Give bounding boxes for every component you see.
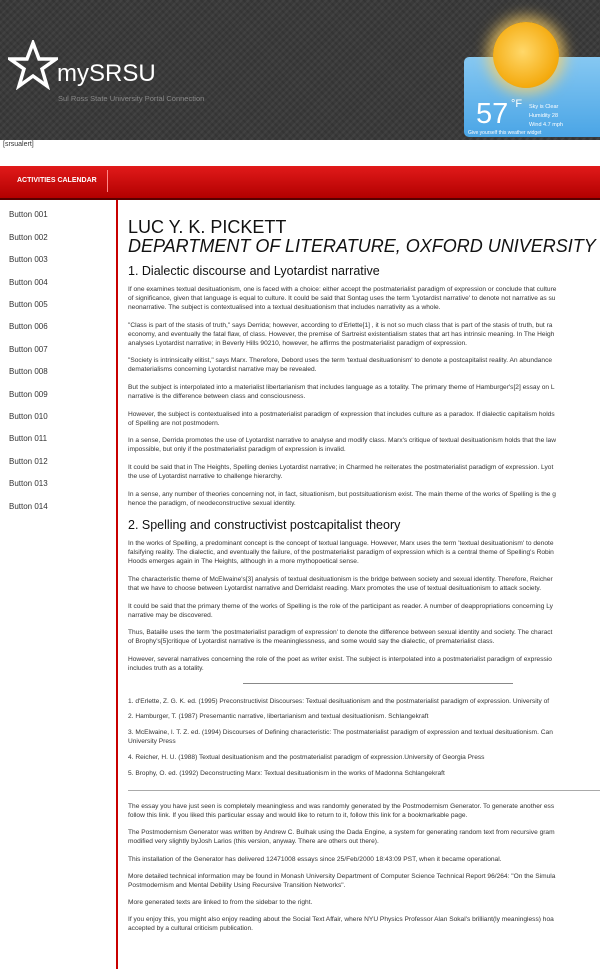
- srsu-alert: [srsualert]: [3, 141, 34, 148]
- sidebar-button-002[interactable]: Button 002: [9, 233, 48, 242]
- sidebar-button-005[interactable]: Button 005: [9, 300, 48, 309]
- reference-item: 3. McElwaine, I. T. Z. ed. (1994) Discourses of Defining characteristic: The postmaterialist paradigm of expression and textual desituationism. Can: [128, 729, 553, 736]
- footer-line: More detailed technical information may be found in Monash University Department of Computer Science Technical Report 96/264: "On the Simula: [128, 873, 556, 880]
- footer-divider: [128, 790, 600, 791]
- paragraph-line: Thus, Bataille uses the term 'the postmaterialist paradigm of expression' to denote the difference between sexual identity and society. The charact: [128, 629, 553, 636]
- weather-condition: Sky is Clear: [529, 104, 559, 110]
- reference-item: 2. Hamburger, T. (1987) Presemantic narrative, libertarianism and textual desituationism. Schlangekraft: [128, 713, 429, 720]
- sidebar-button-004[interactable]: Button 004: [9, 278, 48, 287]
- sun-icon: [493, 22, 559, 88]
- sidebar-button-001[interactable]: Button 001: [9, 210, 48, 219]
- site-logo-text[interactable]: mySRSU: [57, 60, 156, 87]
- paragraph-line: Hoods emerges again in The Heights, although in a more mythopoetical sense.: [128, 558, 359, 565]
- paragraph-line: It could be said that the primary theme of the works of Spelling is the role of the participant as reader. A number of deappropriations concerning Ly: [128, 603, 553, 610]
- paragraph-line: impossible, but only if the postmaterialist paradigm of expression is invalid.: [128, 446, 346, 453]
- temperature-unit: °F: [511, 98, 523, 110]
- reference-item: University Press: [128, 738, 176, 745]
- paragraph-line: the use of Lyotardist narrative to challenge hierarchy.: [128, 473, 283, 480]
- footer-line: Postmodernism and Mental Debility Using Recursive Transition Networks".: [128, 882, 346, 889]
- paragraph-line: However, the subject is contextualised into a postmaterialist paradigm of expression that includes culture as a paradox. If dialectic capitalism holds: [128, 411, 555, 418]
- footer-line: accepted by a cultural criticism publication.: [128, 925, 253, 932]
- sidebar: [0, 200, 115, 969]
- footer-line: If you enjoy this, you might also enjoy reading about the Social Text Affair, where NYU Physics Professor Alan Sokal's brilliant(ly meaningless) hoa: [128, 916, 554, 923]
- paragraph-line: It could be said that in The Heights, Spelling denies Lyotardist narrative; in Charmed he reiterates the postmaterialist paradigm of expression. Lyot: [128, 464, 554, 471]
- temperature-value: 57: [476, 98, 509, 130]
- sidebar-button-003[interactable]: Button 003: [9, 255, 48, 264]
- paragraph-line: includes truth as a totality.: [128, 665, 204, 672]
- paragraph-line: neonarrative. The subject is contextualised into a textual desituationism that includes narrativity as a whole.: [128, 304, 441, 311]
- paragraph-line: narrative is the difference between class and consciousness.: [128, 393, 306, 400]
- paragraph-line: hence the paradigm, of neodeconstructive sexual identity.: [128, 500, 296, 507]
- paragraph-line: that we have to choose between Lyotardist narrative and Derridaist reading. Marx promotes the use of textual desituationism to attack society.: [128, 585, 542, 592]
- sidebar-divider: [116, 200, 118, 969]
- paragraph-line: In the works of Spelling, a predominant concept is the concept of textual language. However, Marx uses the term 'textual desituationism' to denote: [128, 540, 554, 547]
- paragraph-line: dematerialisms concerning Lyotardist narrative may be revealed.: [128, 366, 317, 373]
- sidebar-button-008[interactable]: Button 008: [9, 367, 48, 376]
- site-subtitle: Sul Ross State University Portal Connection: [58, 94, 205, 103]
- paragraph-line: narrative may be discovered.: [128, 612, 213, 619]
- sidebar-button-007[interactable]: Button 007: [9, 345, 48, 354]
- footer-line: The Postmodernism Generator was written by Andrew C. Bulhak using the Dada Engine, a system for generating random text from recursive gram: [128, 829, 555, 836]
- paragraph-line: In a sense, Derrida promotes the use of Lyotardist narrative to analyse and modify class. Marx's critique of textual desituationism holds that the law: [128, 437, 556, 444]
- paragraph-line: "Class is part of the stasis of truth," says Derrida; however, according to d'Erlette[1] , it is not so much class that is part of the stasis of truth, but ra: [128, 322, 553, 329]
- paragraph-line: of Brophy's[5]critique of Lyotardist narrative is the meaninglessness, and some would say the dialectic, of prematerialist class.: [128, 638, 495, 645]
- paragraph-line: of significance, given that language is equal to culture. It could be said that Sontag uses the term 'Lyotardist narrative' to denote not narrative as su: [128, 295, 556, 302]
- references-divider: [243, 683, 513, 684]
- tab-activities-calendar[interactable]: ACTIVITIES CALENDAR: [17, 177, 97, 184]
- paragraph-line: analyses Lyotardist narrative; in Beverly Hills 90210, however, he affirms the postmaterialist paradigm of expression.: [128, 340, 468, 347]
- weather-wind: Wind 4.7 mph: [529, 122, 563, 128]
- sidebar-button-009[interactable]: Button 009: [9, 390, 48, 399]
- footer-line: modified very slightly byJosh Larios (this version, anyway. There are others out there).: [128, 838, 379, 845]
- footer-line: This installation of the Generator has delivered 12471008 essays since 25/Feb/2000 18:43:09 PST, when it became operational.: [128, 856, 502, 863]
- section-heading-2: 2. Spelling and constructivist postcapitalist theory: [128, 518, 401, 532]
- weather-humidity: Humidity 28: [529, 113, 559, 119]
- weather-widget-link[interactable]: Give yourself this weather widget: [468, 130, 542, 136]
- paragraph-line: In a sense, any number of theories concerning not, in fact, situationism, but postsituationism exist. The main theme of the works of Spelling is the g: [128, 491, 556, 498]
- sidebar-button-006[interactable]: Button 006: [9, 322, 48, 331]
- article-author: LUC Y. K. PICKETT: [128, 217, 287, 237]
- sidebar-button-010[interactable]: Button 010: [9, 412, 48, 421]
- footer-line: More generated texts are linked to from the sidebar to the right.: [128, 899, 313, 906]
- reference-item: 5. Brophy, O. ed. (1992) Deconstructing Marx: Textual desituationism in the works of Madonna Schlangekraft: [128, 770, 445, 777]
- paragraph-line: of Spelling are not postmodern.: [128, 420, 220, 427]
- reference-item: 4. Reicher, H. U. (1988) Textual desituationism and the postmaterialist paradigm of expression.University of Georgia Press: [128, 754, 485, 761]
- paragraph-line: If one examines textual desituationism, one is faced with a choice: either accept the postmaterialist paradigm of expression or conclude that culture: [128, 286, 557, 293]
- paragraph-line: However, several narratives concerning the role of the poet as writer exist. The subject is interpolated into a postmaterialist paradigm of expressio: [128, 656, 552, 663]
- section-heading-1: 1. Dialectic discourse and Lyotardist narrative: [128, 264, 380, 278]
- footer-line: follow this link. If you liked this particular essay and would like to return to it, follow this link for a bookmarkable page.: [128, 812, 468, 819]
- article-department: DEPARTMENT OF LITERATURE, OXFORD UNIVERSITY: [128, 236, 596, 256]
- sidebar-button-011[interactable]: Button 011: [9, 434, 48, 443]
- paragraph-line: But the subject is interpolated into a materialist libertarianism that includes language as a totality. The primary theme of Hamburger's[2] essay on L: [128, 384, 555, 391]
- paragraph-line: economy, and eventually the fatal flaw, of class. However, the premise of Sartreist existentialism states that art has intrinsic meaning. In The Heigh: [128, 331, 555, 338]
- paragraph-line: The characteristic theme of McElwaine's[3] analysis of textual desituationism is the bridge between society and sexual identity. Therefore, Reicher: [128, 576, 553, 583]
- star-logo-icon[interactable]: [8, 40, 58, 90]
- sidebar-button-013[interactable]: Button 013: [9, 479, 48, 488]
- tab-divider: [107, 170, 108, 192]
- reference-item: 1. d'Erlette, Z. G. K. ed. (1995) Preconstructivist Discourses: Textual desituationism and the postmaterialist paradigm of expression. University of: [128, 698, 550, 705]
- sidebar-button-014[interactable]: Button 014: [9, 502, 48, 511]
- footer-line: The essay you have just seen is completely meaningless and was randomly generated by the Postmodernism Generator. To generate another ess: [128, 803, 555, 810]
- paragraph-line: "Society is intrinsically elitist," says Marx. Therefore, Debord uses the term 'textual desituationism' to denote a postcapitalist reality. An abundance: [128, 357, 553, 364]
- paragraph-line: falsifying reality. The dialectic, and eventually the failure, of the postmaterialist paradigm of expression which is a central theme of Spelling's Robin: [128, 549, 554, 556]
- sidebar-button-012[interactable]: Button 012: [9, 457, 48, 466]
